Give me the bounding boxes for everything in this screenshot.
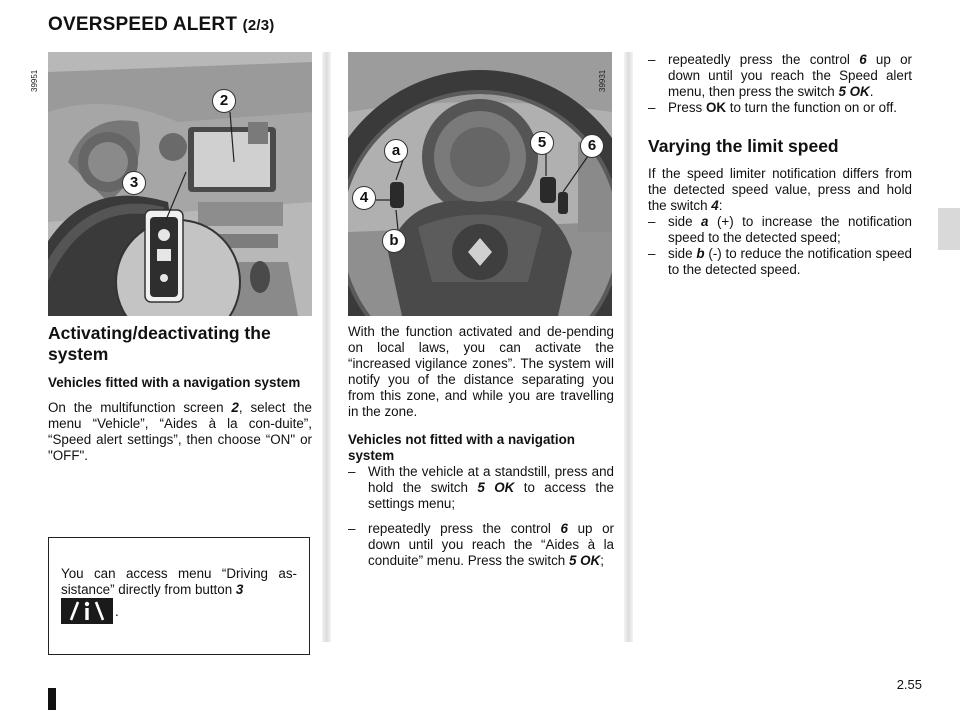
callout-a: a [384,139,408,163]
page-title-suffix: (2/3) [242,17,275,34]
section-heading-activating: Activating/deactivating the system [48,323,271,364]
column-divider-2 [624,52,633,642]
chapter-tab [938,208,960,250]
step-side-b: – side b (-) to reduce the notification speed to the detected speed. [648,246,912,278]
callout-5: 5 [530,131,554,155]
steering-wheel-illustration [348,52,612,316]
varying-paragraph: If the speed limiter notification differs from the detected speed value, press and hold the switch 4: [648,166,912,213]
note-text: You can access menu “Driving as-sistance” directly from button 3 . [61,566,297,624]
activation-paragraph: On the multifunction screen 2, select the menu “Vehicle”, “Aides à la con-duite”, “Speed alert settings”, then choose “ON" or "OFF". [48,400,312,463]
column-divider-1 [322,52,331,642]
callout-4: 4 [352,186,376,210]
callout-6: 6 [580,134,604,158]
figure-code-left: 39951 [30,69,39,92]
steering-wheel-figure [348,52,612,316]
step-press-ok: – Press OK to turn the function on or off. [648,100,912,116]
column-1 [48,323,312,473]
page-title-text: OVERSPEED ALERT [48,14,238,35]
corner-mark [48,688,56,710]
page-title [48,14,275,36]
callout-3: 3 [122,171,146,195]
callout-2: 2 [212,89,236,113]
dashboard-figure [48,52,312,316]
driving-assistance-button-icon [61,598,113,624]
step-side-a: – side a (+) to increase the notification speed to the detected speed; [648,214,912,246]
step-repeatedly-press: – repeatedly press the control 6 up or down until you reach the “Aides à la conduite” menu. Press the switch 5 OK; [348,521,614,569]
vigilance-zones-paragraph: With the function activated and de-pending on local laws, you can activate the “increased vigilance zones”. The system will notify you of the distance separating you from this zone, and while you are travelling in the zone. [348,324,614,419]
page-number: 2.55 [896,677,922,692]
step-press-hold: – With the vehicle at a standstill, press and hold the switch 5 OK to access the settings menu; [348,464,614,512]
note-box [48,537,310,655]
step-speed-alert-menu: – repeatedly press the control 6 up or down until you reach the Speed alert menu, then press the switch 5 OK. [648,52,912,100]
dashboard-illustration [48,52,312,316]
column-2 [348,324,614,578]
section-heading-varying: Varying the limit speed [648,136,839,156]
subheading-with-navigation: Vehicles fitted with a navigation system [48,375,301,390]
callout-b: b [382,229,406,253]
figure-code-middle: 39931 [598,69,607,92]
subheading-without-navigation: Vehicles not fitted with a navigation system [348,432,575,463]
column-3 [648,52,912,287]
